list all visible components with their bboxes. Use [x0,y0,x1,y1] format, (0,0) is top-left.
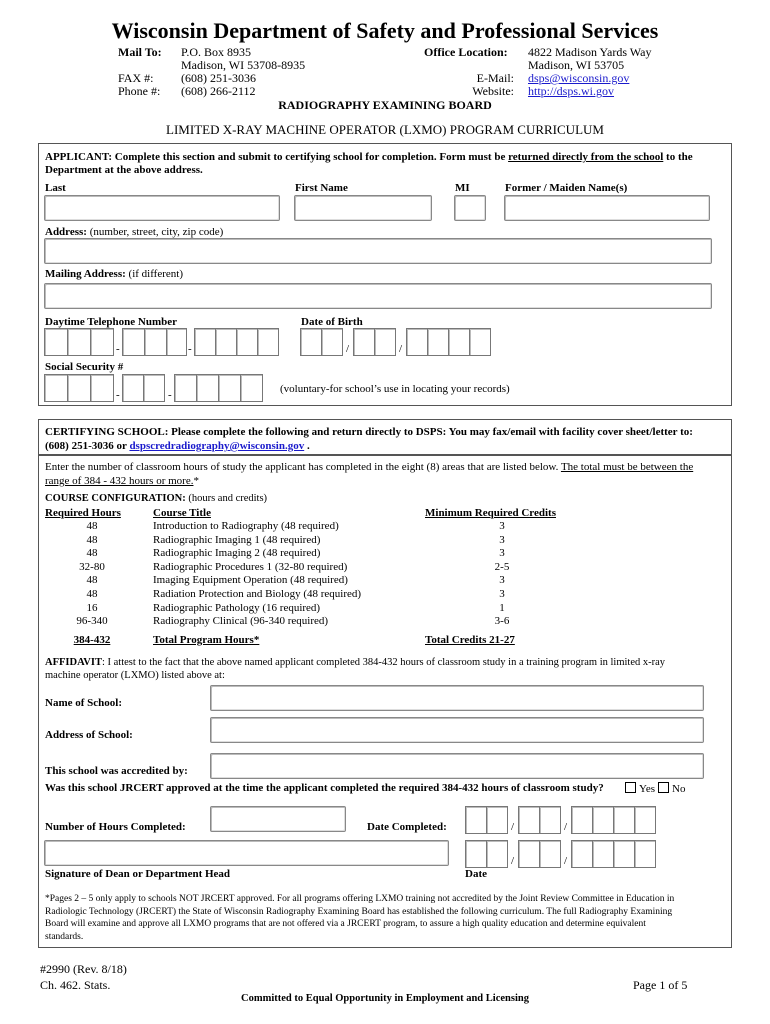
dob-digit[interactable] [300,328,322,356]
mi-input[interactable] [454,195,486,221]
ssn-digit[interactable] [67,374,91,402]
date-completed-digit[interactable] [518,806,540,834]
course-hours: 96-340 [76,615,108,628]
date-completed-digit[interactable] [465,806,487,834]
fax-value: (608) 251-3036 [181,71,256,85]
yes-checkbox[interactable] [625,782,636,793]
mailing-address-input[interactable] [44,283,712,309]
first-name-input[interactable] [294,195,432,221]
ssn-digit[interactable] [143,374,165,402]
course-hours: 16 [86,601,98,614]
ssn-label: Social Security # [45,361,124,373]
phone-digit[interactable] [236,328,258,356]
course-hours: 48 [86,588,98,600]
phone-digit[interactable] [194,328,216,356]
phone-digit[interactable] [90,328,114,356]
phone-value: (608) 266-2112 [181,84,256,98]
office-line2: Madison, WI 53705 [528,58,625,72]
course-credits: 1 [499,601,505,614]
date-completed-digit[interactable] [539,806,561,834]
school-name-label: Name of School: [45,697,122,709]
dob-digit[interactable] [321,328,343,356]
col-credits: Minimum Required Credits [425,507,556,519]
date-completed-label: Date Completed: [367,821,447,833]
ssn-note: (voluntary-for school’s use in locating your records) [280,383,510,395]
program-title: LIMITED X-RAY MACHINE OPERATOR (LXMO) PROGRAM CURRICULUM [166,122,604,137]
dob-digit[interactable] [353,328,375,356]
course-credits: 3 [499,547,505,560]
page-title: Wisconsin Department of Safety and Professional Services [111,18,659,43]
signature-date-digit[interactable] [465,840,487,868]
email-link[interactable]: dsps@wisconsin.gov [528,71,630,85]
phone-digit[interactable] [67,328,91,356]
date-slash: / [564,821,568,833]
course-hours: 48 [86,520,98,532]
accredited-input[interactable] [210,753,704,779]
course-title: Imaging Equipment Operation (48 required) [153,574,348,587]
signature-date-digit[interactable] [613,840,635,868]
course-config-label: COURSE CONFIGURATION: (hours and credits) [45,493,268,504]
first-name-label: First Name [295,182,348,194]
no-checkbox[interactable] [658,782,669,793]
total-credits: Total Credits 21-27 [425,634,515,646]
hours-completed-input[interactable] [210,806,346,832]
statute: Ch. 462. Stats. [40,978,111,992]
ssn-digit[interactable] [240,374,263,402]
mi-label: MI [455,182,470,194]
ssn-digit[interactable] [90,374,114,402]
signature-date-digit[interactable] [518,840,540,868]
former-name-input[interactable] [504,195,710,221]
equal-opportunity: Committed to Equal Opportunity in Employment and Licensing [241,993,529,1004]
course-title: Introduction to Radiography (48 required) [153,520,339,532]
signature-date-digit[interactable] [486,840,508,868]
phone-label: Daytime Telephone Number [45,316,177,328]
mail-line2: Madison, WI 53708-8935 [181,58,306,72]
website-label: Website: [472,84,514,98]
board-name: RADIOGRAPHY EXAMINING BOARD [278,98,492,112]
school-name-input[interactable] [210,685,704,711]
date-slash: / [511,821,515,833]
dob-digit[interactable] [448,328,470,356]
course-title: Radiography Clinical (96-340 required) [153,615,329,628]
office-line1: 4822 Madison Yards Way [528,45,652,59]
course-credits: 3 [499,520,505,532]
date-completed-digit[interactable] [634,806,656,834]
website-link[interactable]: http://dsps.wi.gov [528,84,615,98]
mail-to-label: Mail To: [118,45,162,59]
course-hours: 48 [86,547,98,560]
date-label: Date [465,868,487,880]
phone-digit[interactable] [257,328,279,356]
former-name-label: Former / Maiden Name(s) [505,182,628,194]
accredited-label: This school was accredited by: [45,765,188,777]
date-slash: / [511,855,515,867]
course-title: Radiographic Imaging 1 (48 required) [153,533,321,546]
email-label: E-Mail: [476,71,514,85]
form-number: #2990 (Rev. 8/18) [40,962,127,976]
course-hours: 32-80 [79,560,105,573]
school-intro: CERTIFYING SCHOOL: Please complete the following and return directly to DSPS: You may fax/email with facility cover sheet/letter to: [45,426,693,438]
ssn-dash: - [168,389,172,401]
page-number: Page 1 of 5 [633,978,688,992]
date-completed-digit[interactable] [592,806,614,834]
course-title: Radiographic Imaging 2 (48 required) [153,547,321,560]
ssn-dash: - [116,389,120,401]
dob-digit[interactable] [374,328,396,356]
course-title: Radiographic Pathology (16 required) [153,601,321,614]
signature-input[interactable] [44,840,449,866]
signature-date-digit[interactable] [592,840,614,868]
ssn-digit[interactable] [218,374,241,402]
ssn-digit[interactable] [44,374,68,402]
applicant-intro: APPLICANT: Complete this section and submit to certifying school for completion. Form must be returned directly from the school to the [45,151,693,163]
dob-digit[interactable] [406,328,428,356]
phone-digit[interactable] [166,328,187,356]
school-intro-line2: (608) 251-3036 or dspscredradiography@wisconsin.gov . [45,440,310,452]
mailing-address-label: Mailing Address: (if different) [45,268,183,280]
affidavit-line2: machine operator (LXMO) listed above at: [45,670,225,681]
course-credits: 3 [499,533,505,546]
school-address-input[interactable] [210,717,704,743]
col-hours: Required Hours [45,507,121,519]
phone-digit[interactable] [44,328,68,356]
ssn-digit[interactable] [174,374,197,402]
last-name-input[interactable] [44,195,280,221]
dob-slash: / [399,343,403,355]
school-address-label: Address of School: [45,729,133,741]
date-completed-digit[interactable] [571,806,593,834]
address-input[interactable] [44,238,712,264]
course-credits: 3 [499,574,505,587]
signature-date-digit[interactable] [539,840,561,868]
last-name-label: Last [45,182,66,194]
office-label: Office Location: [424,45,508,59]
ssn-digit[interactable] [196,374,219,402]
jrcert-options: Yes No [622,782,685,795]
signature-label: Signature of Dean or Department Head [45,868,231,880]
affidavit: AFFIDAVIT: I attest to the fact that the above named applicant completed 384-432 hours of classroom study in a training program in limited x-ray [45,657,666,668]
dob-digit[interactable] [469,328,491,356]
applicant-intro-line2: Department at the above address. [45,164,203,176]
course-credits: 2-5 [494,560,510,573]
ssn-digit[interactable] [122,374,144,402]
signature-date-digit[interactable] [634,840,656,868]
phone-digit[interactable] [122,328,145,356]
signature-date-digit[interactable] [571,840,593,868]
phone-dash: - [188,343,192,355]
phone-label: Phone #: [118,84,161,98]
mail-line1: P.O. Box 8935 [181,45,252,59]
dob-label: Date of Birth [301,316,363,328]
enter-hours-text: Enter the number of classroom hours of study the applicant has completed in the eight (8) areas that are listed below. The total must be between the [45,461,694,473]
course-credits: 3 [499,588,505,600]
course-title: Radiographic Procedures 1 (32-80 required) [153,560,348,573]
date-slash: / [564,855,568,867]
hours-completed-label: Number of Hours Completed: [45,821,186,833]
dob-slash: / [346,343,350,355]
dob-digit[interactable] [427,328,449,356]
date-completed-digit[interactable] [613,806,635,834]
footnote: *Pages 2 – 5 only apply to schools NOT JRCERT approved. For all programs offering LXMO training not accredited by the Joint Review Committee in Education in Radiologic Technology (JRCERT) the State of Wisconsin Radiography Examining Board has established the following curriculum. The full Radiography Examining Board will examine and approve all LXMO programs that are not offered via a JRCERT program, to assure a high quality education and determine equivalent standards. [45,894,675,942]
col-title: Course Title [153,507,211,519]
phone-digit[interactable] [144,328,167,356]
enter-hours-text-2: range of 384 - 432 hours or more.* [45,475,199,487]
course-credits: 3-6 [494,615,510,628]
jrcert-question: Was this school JRCERT approved at the time the applicant completed the required 384-432 hours of classroom study? [45,782,604,794]
phone-digit[interactable] [215,328,237,356]
date-completed-digit[interactable] [486,806,508,834]
phone-dash: - [116,343,120,355]
course-title: Radiation Protection and Biology (48 required) [153,588,362,600]
total-title: Total Program Hours* [153,634,260,646]
address-label: Address: (number, street, city, zip code) [45,226,224,238]
total-hours: 384-432 [73,634,111,646]
school-email-link[interactable]: dspscredradiography@wisconsin.gov [129,440,305,452]
course-hours: 48 [86,533,98,546]
fax-label: FAX #: [118,71,154,85]
course-hours: 48 [86,574,98,587]
